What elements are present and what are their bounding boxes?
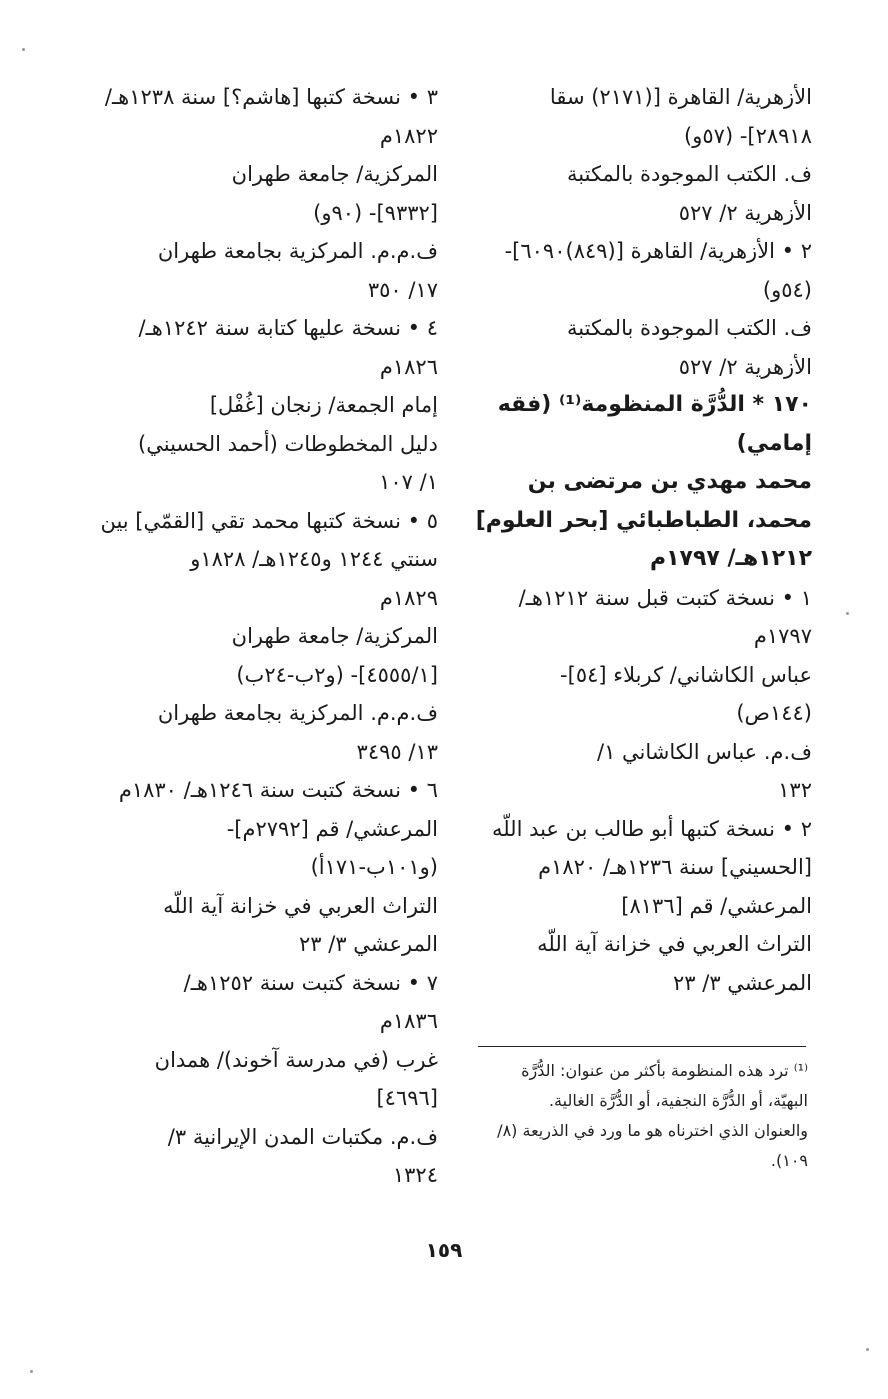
text-line: ١٨٣٦م bbox=[379, 1009, 438, 1033]
text-line: ف.م.م. المركزية بجامعة طهران bbox=[157, 239, 438, 263]
text-line: المرعشي ٣/ ٢٣ bbox=[298, 932, 438, 956]
entry-subject: إمامي) bbox=[736, 430, 812, 456]
text-line: ف. الكتب الموجودة بالمكتبة bbox=[567, 162, 812, 186]
scan-speck bbox=[866, 1348, 869, 1351]
text-line: ١٨٢٩م bbox=[379, 585, 438, 610]
author-name: محمد مهدي بن مرتضى بن bbox=[527, 469, 812, 494]
text-line: ٢٨٩١٨]- (٥٧و) bbox=[684, 123, 812, 148]
text-line: المرعشي/ قم [٢٧٩٢م]- bbox=[226, 816, 438, 841]
text-line: ١٣/ ٣٤٩٥ bbox=[356, 739, 438, 764]
copy-entry-2: ٢ • الأزهرية/ القاهرة [(٨٤٩)٦٠٩٠]- bbox=[504, 239, 812, 263]
text-line: الأزهرية ٢/ ٥٢٧ bbox=[678, 200, 812, 225]
scan-speck bbox=[30, 1370, 33, 1373]
footnote-line: ١٠٩). bbox=[770, 1151, 808, 1170]
text-line: ف.م. مكتبات المدن الإيرانية ٣/ bbox=[167, 1124, 438, 1149]
text-line: [٩٣٣٢]- (٩٠و) bbox=[313, 200, 438, 225]
scan-speck bbox=[22, 48, 25, 51]
text-line: [٤٦٩٦] bbox=[376, 1086, 438, 1110]
text-line: ١/ ١٠٧ bbox=[379, 470, 438, 494]
text-line: الأزهرية/ القاهرة [(٢١٧١) سقا bbox=[549, 85, 812, 109]
text-line: المركزية/ جامعة طهران bbox=[231, 162, 438, 186]
text-line: المركزية/ جامعة طهران bbox=[231, 624, 438, 648]
text-line: ١٨٢٢م bbox=[379, 123, 438, 148]
footnote-line: والعنوان الذي اخترناه هو ما ورد في الذريعة (٨/ bbox=[497, 1121, 808, 1140]
text-line: (١٤٤ص) bbox=[736, 701, 812, 725]
text-line: ١٣٢ bbox=[778, 778, 812, 802]
right-column bbox=[476, 78, 812, 1002]
copy-entry-5: ٥ • نسخة كتبها محمد تقي [القمّي] بين bbox=[100, 508, 438, 533]
text-line: عباس الكاشاني/ كربلاء [٥٤]- bbox=[560, 662, 812, 687]
text-line: التراث العربي في خزانة آية اللّه bbox=[537, 932, 812, 956]
author-name: محمد، الطباطبائي [بحر العلوم] bbox=[476, 507, 812, 533]
copy-entry-3: ٣ • نسخة كتبها [هاشم؟] سنة ١٢٣٨هـ/ bbox=[104, 85, 438, 109]
text-line: سنتي ١٢٤٤ و١٢٤٥هـ/ ١٨٢٨و bbox=[190, 547, 438, 571]
text-line: المرعشي/ قم [٨١٣٦] bbox=[621, 893, 812, 918]
footnote-divider bbox=[478, 1046, 806, 1047]
text-line: المرعشي ٣/ ٢٣ bbox=[672, 970, 812, 995]
copy-entry-2b: ٢ • نسخة كتبها أبو طالب بن عبد اللّه bbox=[491, 816, 812, 841]
text-line: ١٨٢٦م bbox=[379, 354, 438, 379]
text-line: إمام الجمعة/ زنجان [غُفْل] bbox=[209, 393, 438, 417]
text-line: ف.م.م. المركزية بجامعة طهران bbox=[157, 701, 438, 725]
copy-entry-7: ٧ • نسخة كتبت سنة ١٢٥٢هـ/ bbox=[183, 970, 438, 995]
text-line: ف.م. عباس الكاشاني ١/ bbox=[597, 739, 812, 764]
text-line: ف. الكتب الموجودة بالمكتبة bbox=[567, 316, 812, 340]
footnote-line: ⁽¹⁾ ترد هذه المنظومة بأكثر من عنوان: الدُّرَّة bbox=[521, 1061, 808, 1080]
text-line: غرب (في مدرسة آخوند)/ همدان bbox=[154, 1047, 438, 1072]
entry-heading: ١٧٠ * الدُّرَّة المنظومة⁽¹⁾ (فقه bbox=[497, 392, 812, 417]
text-line: [الحسيني] سنة ١٢٣٦هـ/ ١٨٢٠م bbox=[538, 855, 812, 879]
text-line: ١٣٢٤ bbox=[392, 1163, 438, 1187]
copy-entry-1: ١ • نسخة كتبت قبل سنة ١٢١٢هـ/ bbox=[518, 585, 812, 610]
text-line: الأزهرية ٢/ ٥٢٧ bbox=[678, 354, 812, 379]
copy-entry-6: ٦ • نسخة كتبت سنة ١٢٤٦هـ/ ١٨٣٠م bbox=[118, 778, 438, 802]
text-line: (و١٠١ب-١٧١أ) bbox=[310, 855, 438, 879]
text-line: دليل المخطوطات (أحمد الحسيني) bbox=[138, 431, 438, 456]
text-line: ١٧/ ٣٥٠ bbox=[367, 277, 438, 302]
left-column bbox=[84, 78, 438, 1195]
copy-entry-4: ٤ • نسخة عليها كتابة سنة ١٢٤٢هـ/ bbox=[138, 316, 438, 340]
text-line: [٤٥٥٥/١]- (و٢ب-٢٤ب) bbox=[236, 662, 438, 687]
footnote bbox=[478, 1056, 808, 1176]
text-line: ١٧٩٧م bbox=[753, 624, 812, 648]
text-line: (٥٤و) bbox=[762, 277, 812, 302]
text-line: التراث العربي في خزانة آية اللّه bbox=[163, 893, 438, 918]
page-number: ١٥٩ bbox=[425, 1238, 463, 1262]
footnote-line: البهيّة، أو الدُّرَّة النجفية، أو الدُّرَّة الغالية. bbox=[548, 1091, 808, 1110]
author-dates: ١٢١٢هـ/ ١٧٩٧م bbox=[649, 546, 812, 571]
scan-speck bbox=[846, 612, 849, 615]
